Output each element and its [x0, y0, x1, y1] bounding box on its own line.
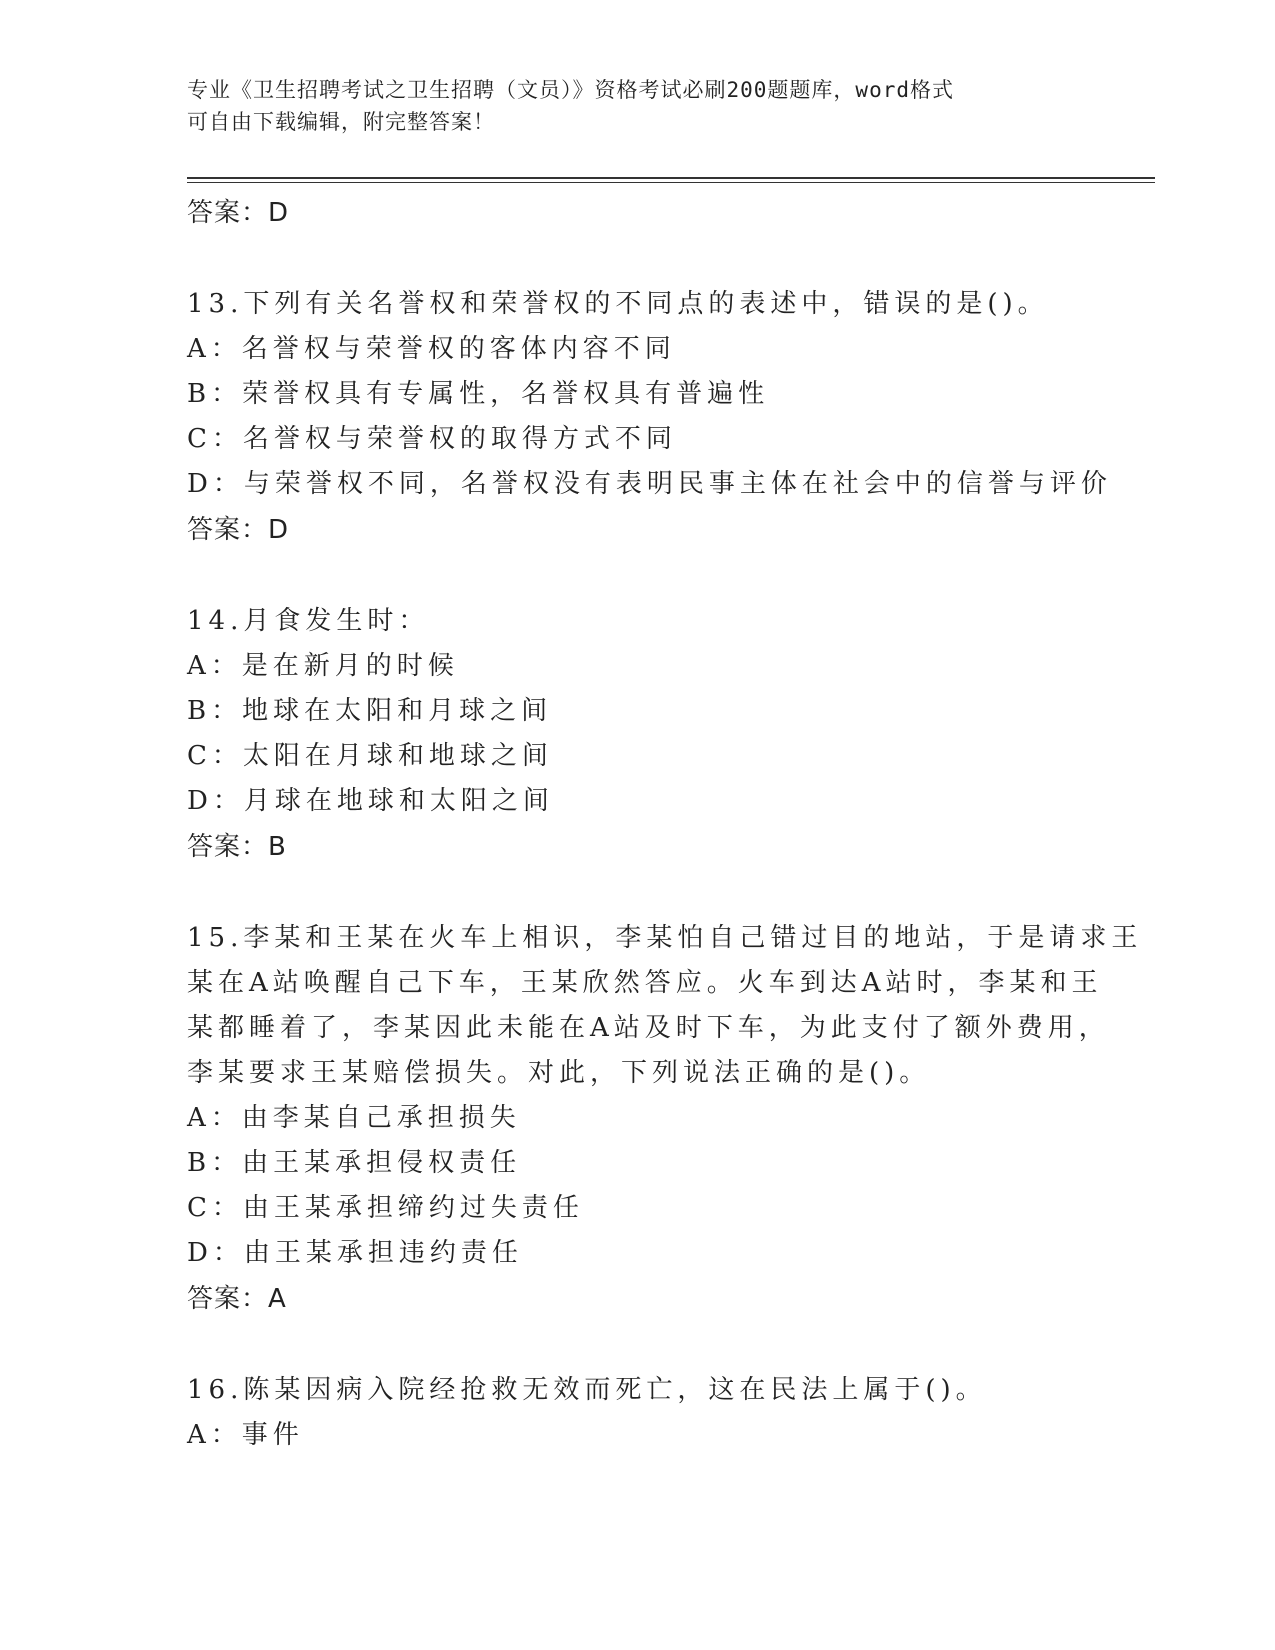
option-c: C：太阳在月球和地球之间	[187, 741, 553, 771]
spacer	[187, 1322, 1087, 1368]
option-a: A：事件	[187, 1420, 304, 1450]
spacer	[187, 553, 1087, 599]
option-d: D：由王某承担违约责任	[187, 1238, 523, 1268]
option-c: C：由王某承担缔约过失责任	[187, 1193, 584, 1223]
question-16	[187, 1368, 1087, 1458]
header-line-2: 可自由下载编辑，附完整答案！	[187, 110, 495, 134]
question-stem: 16.陈某因病入院经抢救无效而死亡，这在民法上属于()。	[187, 1375, 987, 1405]
question-stem-line-1: 15.李某和王某在火车上相识，李某怕自己错过目的地站，于是请求王	[187, 923, 1143, 953]
option-b: B：地球在太阳和月球之间	[187, 696, 553, 726]
option-a: A：名誉权与荣誉权的客体内容不同	[187, 334, 676, 364]
option-b: B：荣誉权具有专属性，名誉权具有普遍性	[187, 379, 770, 409]
option-c: C：名誉权与荣誉权的取得方式不同	[187, 424, 677, 454]
question-14	[187, 599, 1087, 870]
answer: 答案：B	[187, 832, 287, 862]
answer: 答案：A	[187, 1284, 287, 1314]
option-a: A：由李某自己承担损失	[187, 1103, 521, 1133]
question-stem-line-2: 某在A站唤醒自己下车，王某欣然答应。火车到达A站时，李某和王	[187, 968, 1103, 998]
question-stem-line-4: 李某要求王某赔偿损失。对此，下列说法正确的是()。	[187, 1058, 931, 1088]
question-stem: 14.月食发生时：	[187, 606, 430, 636]
spacer	[187, 870, 1087, 916]
question-15	[187, 916, 1143, 1322]
answer: 答案：D	[187, 515, 290, 545]
header-divider	[187, 177, 1155, 179]
question-13	[187, 282, 1112, 553]
spacer	[187, 236, 1087, 282]
document-header	[187, 74, 1067, 138]
option-b: B：由王某承担侵权责任	[187, 1148, 522, 1178]
question-list	[187, 190, 1143, 1458]
header-line-1: 专业《卫生招聘考试之卫生招聘（文员）》资格考试必刷200题题库，word格式	[187, 78, 954, 102]
option-d: D：与荣誉权不同，名誉权没有表明民事主体在社会中的信誉与评价	[187, 469, 1112, 499]
answer-previous: 答案：D	[187, 198, 290, 228]
header-divider-thin	[187, 182, 1155, 183]
option-a: A：是在新月的时候	[187, 651, 459, 681]
option-d: D：月球在地球和太阳之间	[187, 786, 554, 816]
question-stem: 13.下列有关名誉权和荣誉权的不同点的表述中，错误的是()。	[187, 289, 1049, 319]
question-stem-line-3: 某都睡着了，李某因此未能在A站及时下车，为此支付了额外费用，	[187, 1013, 1110, 1043]
